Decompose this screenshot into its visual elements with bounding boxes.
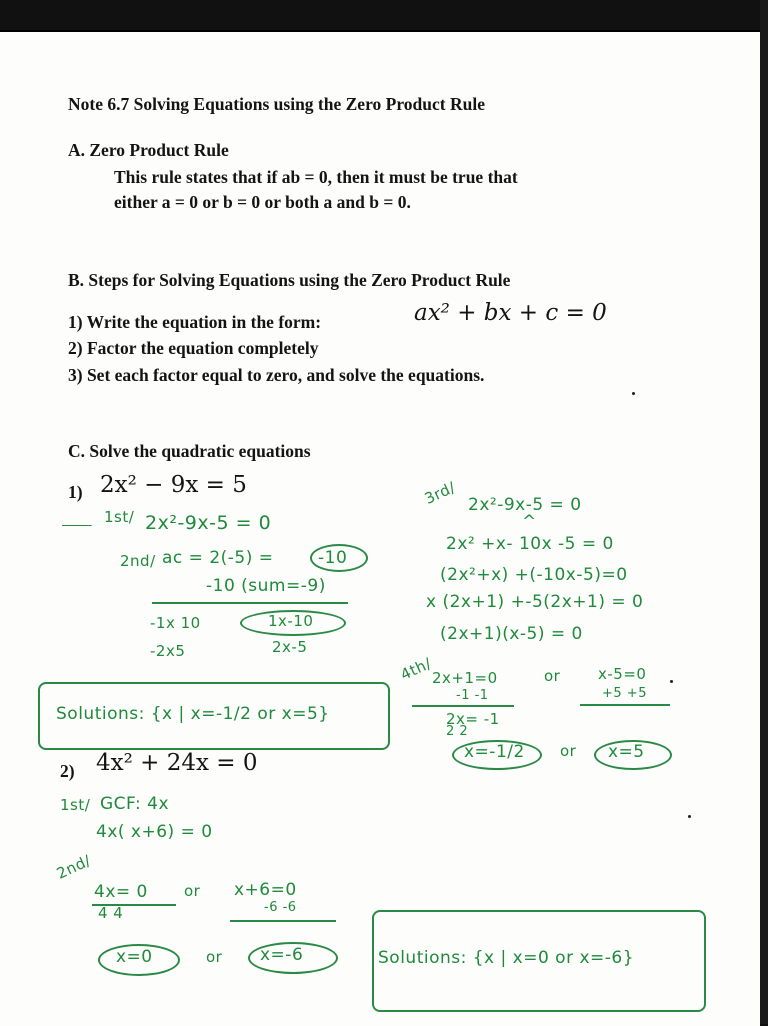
p1-pair-2: -2x5 (150, 642, 186, 660)
p1-factored: (2x+1)(x-5) = 0 (440, 624, 583, 644)
p1-divider (152, 602, 348, 604)
p2-factored: 4x( x+6) = 0 (96, 822, 213, 842)
split-caret: ^ (522, 512, 537, 532)
p2-root-b: x=-6 (260, 945, 304, 965)
p1-add-b: +5 +5 (602, 686, 647, 701)
p1-pair-1: -1x 10 (150, 614, 201, 632)
p1-solution-set: Solutions: {x | x=-1/2 or x=5} (56, 704, 330, 724)
p1-grouping: (2x²+x) +(-10x-5)=0 (440, 565, 628, 585)
problem-2-number: 2) (60, 761, 75, 781)
p1-factor-b: x-5=0 (598, 665, 647, 683)
stray-mark-2 (632, 392, 635, 395)
section-b-heading: B. Steps for Solving Equations using the Zero Product Rule (68, 270, 511, 290)
problem-1-number: 1) (68, 482, 83, 502)
section-a-heading: A. Zero Product Rule (68, 140, 229, 160)
p1-ac-product: ac = 2(-5) = (162, 548, 274, 568)
note-title: Note 6.7 Solving Equations using the Zero Product Rule (68, 94, 485, 114)
p1-pair-2-right: 2x-5 (272, 638, 308, 656)
p1-step2-label: 2nd/ (120, 552, 156, 570)
p2-factor-a: 4x= 0 (94, 882, 148, 902)
p1-step1-equation: 2x²-9x-5 = 0 (145, 512, 272, 534)
p1-subtract-a: -1 -1 (456, 688, 489, 703)
p1-divide-a: 2 2 (446, 724, 469, 739)
p1-step1-label: 1st/ (104, 508, 135, 526)
stray-mark (670, 680, 673, 683)
p2-step2-label: 2nd/ (53, 851, 94, 883)
p1-step3-equation: 2x²-9x-5 = 0 (468, 495, 582, 515)
p2-or-1: or (184, 882, 201, 900)
standard-form: ax² + bx + c = 0 (414, 300, 607, 326)
problem-1-equation: 2x² − 9x = 5 (100, 472, 247, 498)
rule-line-1: This rule states that if ab = 0, then it must be true that (114, 167, 518, 187)
p2-factor-b: x+6=0 (234, 880, 297, 900)
p1-root-a: x=-1/2 (464, 742, 525, 762)
p1-ac-value: -10 (318, 548, 348, 568)
step-1: 1) Write the equation in the form: (68, 312, 322, 332)
p1-sum-line: -10 (sum=-9) (206, 576, 326, 596)
p1-split-terms: 2x² +x- 10x -5 = 0 (446, 534, 614, 554)
p1-root-b: x=5 (608, 742, 645, 762)
stray-mark-3 (688, 815, 691, 818)
scribble-mark (62, 516, 92, 536)
problem-2-equation: 4x² + 24x = 0 (96, 750, 258, 776)
rule-line-2: either a = 0 or b = 0 or both a and b = 0. (114, 192, 411, 212)
p2-solution-set: Solutions: {x | x=0 or x=-6} (378, 948, 635, 968)
p1-or-1: or (544, 667, 561, 685)
p1-step3-label: 3rd/ (421, 478, 459, 508)
p2-divider-b (230, 920, 336, 922)
step-2: 2) Factor the equation completely (68, 338, 319, 358)
p1-step4-label: 4th/ (397, 654, 435, 684)
p1-factor-a: 2x+1=0 (432, 669, 498, 687)
p2-or-2: or (206, 948, 223, 966)
p1-divider-a (412, 705, 514, 707)
p1-divider-b (580, 704, 670, 706)
section-c-heading: C. Solve the quadratic equations (68, 441, 311, 461)
p2-root-a: x=0 (116, 947, 153, 967)
p1-or-2: or (560, 742, 577, 760)
p2-subtract-b: -6 -6 (264, 900, 297, 915)
step-3: 3) Set each factor equal to zero, and solve the equations. (68, 365, 485, 385)
page-edge (760, 0, 768, 1024)
p1-factor-out: x (2x+1) +-5(2x+1) = 0 (426, 592, 644, 612)
p2-step1-label: 1st/ (60, 796, 91, 814)
p2-divide-a: 4 4 (98, 904, 124, 922)
p2-gcf: GCF: 4x (100, 794, 170, 814)
p1-step-a2: 2x= -1 (446, 710, 500, 728)
p1-pair-1-right: 1x-10 (268, 612, 314, 630)
